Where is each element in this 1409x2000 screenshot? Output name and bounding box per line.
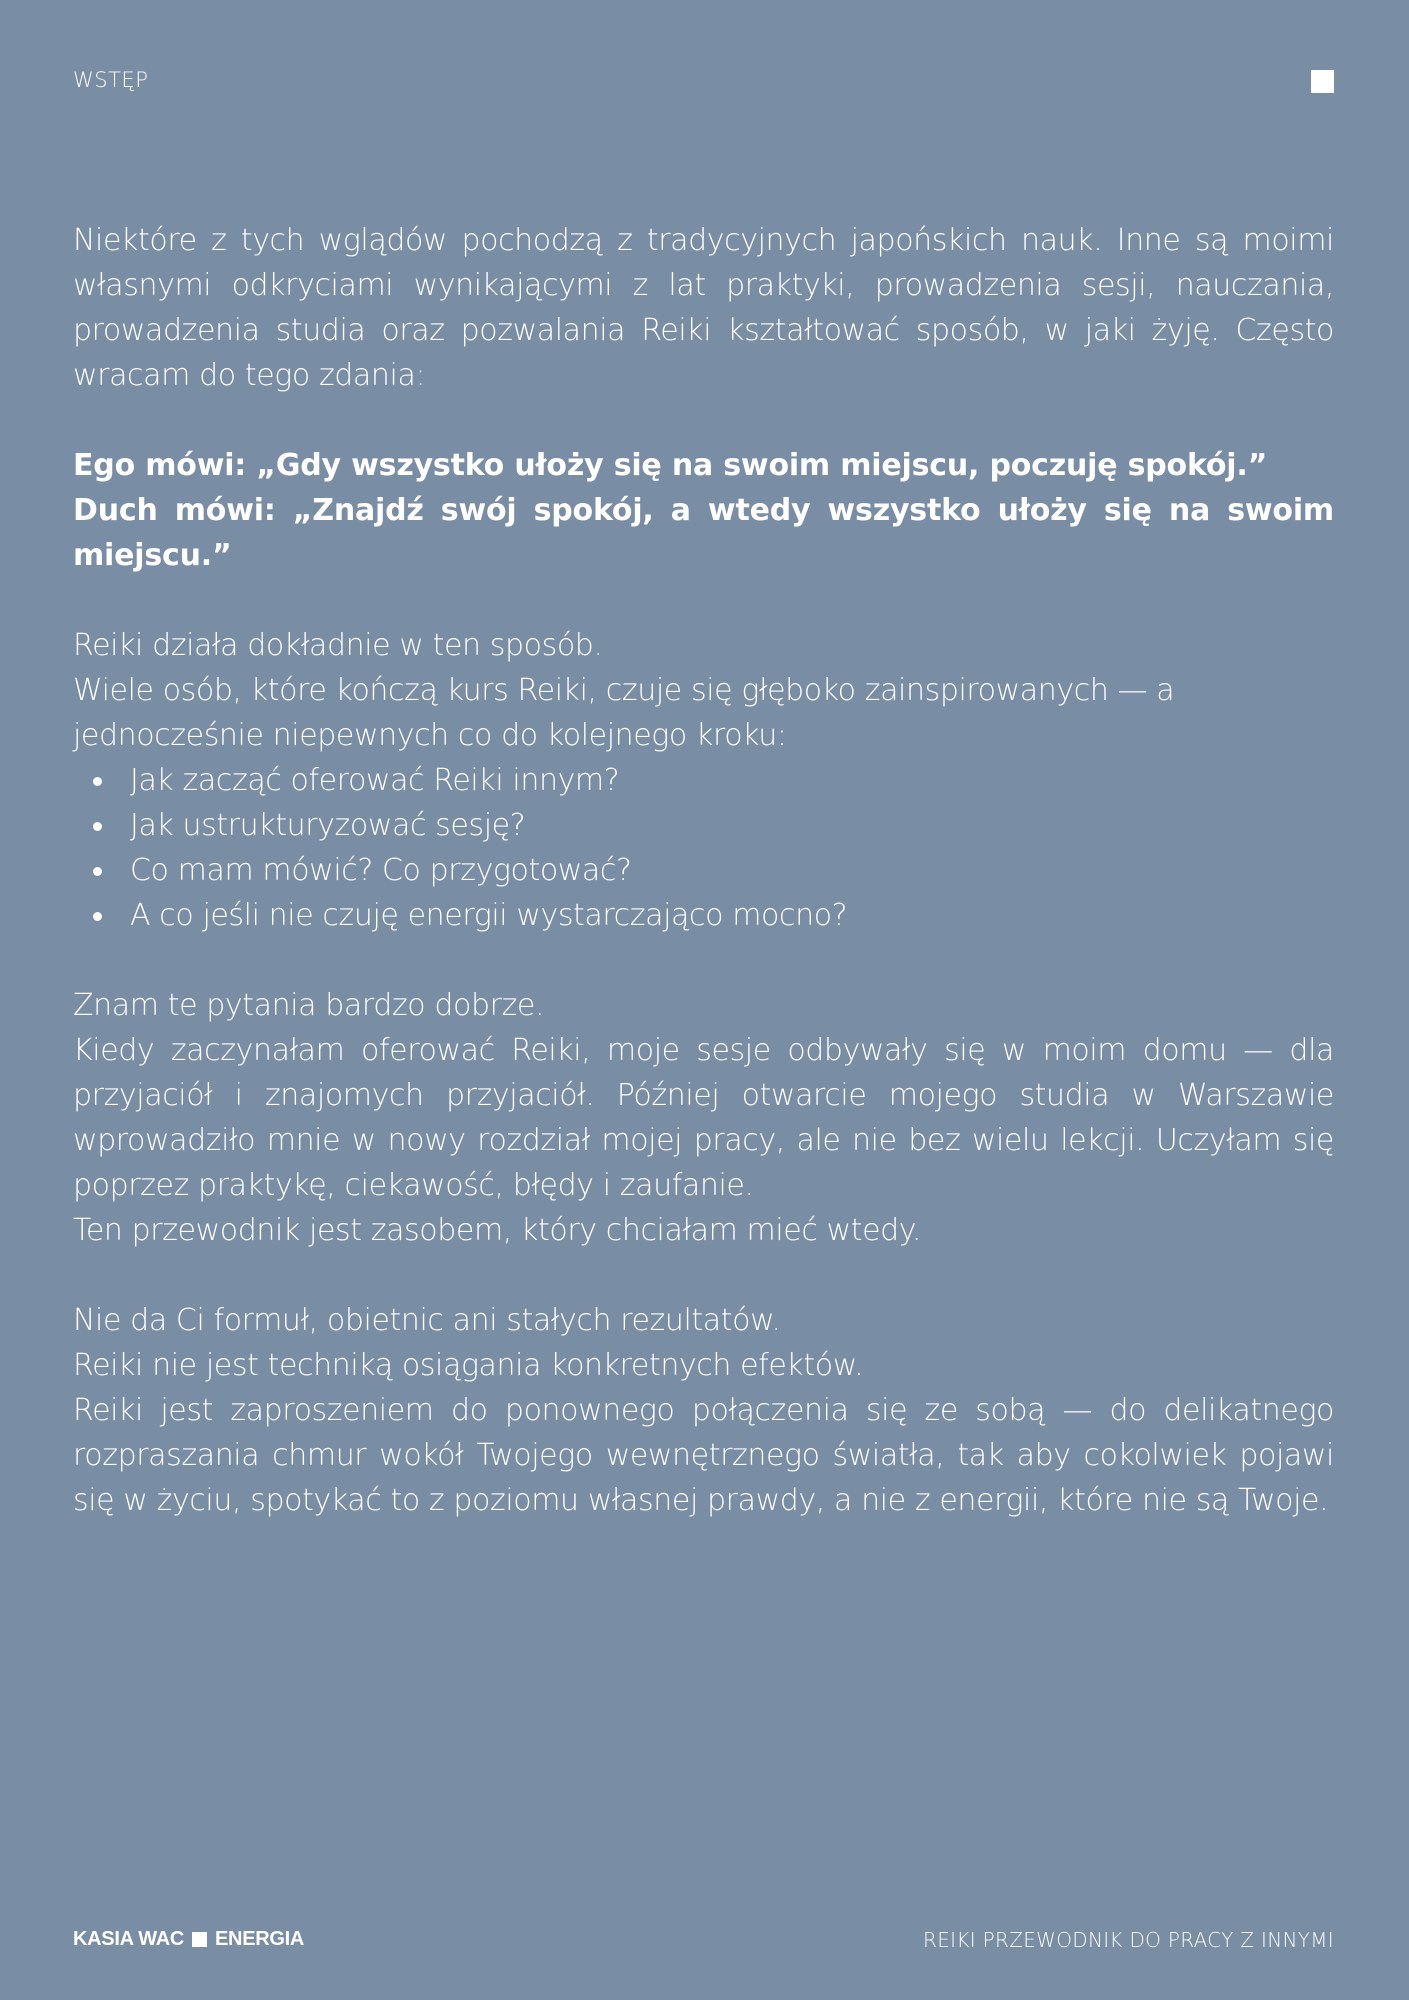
guide-line: Ten przewodnik jest zasobem, który chciałam mieć wtedy. [73, 1213, 922, 1248]
brand-name: KASIA WAC [73, 1928, 185, 1950]
square-icon [1311, 70, 1334, 93]
questions-list [73, 758, 1334, 938]
intro-paragraph: Niektóre z tych wglądów pochodzą z tradycyjnych japońskich nauk. Inne są moimi własnymi odkryciami wynikającymi z lat praktyki, prowadzenia sesji, nauczania, prowadzenia studia oraz pozwalania Reiki kształtować sposób, w jaki żyję. Często wracam do tego zdania: [73, 223, 1334, 393]
question-text: A co jeśli nie czuję energii wystarczająco mocno? [130, 898, 848, 933]
main-content [73, 218, 1334, 1523]
bullet-icon [93, 867, 102, 876]
reiki-line: Reiki działa dokładnie w ten sposób. [73, 628, 603, 663]
no-formulas-line: Nie da Ci formuł, obietnic ani stałych rezultatów. [73, 1303, 781, 1338]
question-text: Jak ustrukturyzować sesję? [130, 808, 526, 843]
brand-logo [73, 1928, 304, 1951]
list-item [73, 893, 1334, 938]
page-header [73, 66, 1334, 96]
quote-spirit: Duch mówi: „Znajdź swój spokój, a wtedy wszystko ułoży się na swoim miejscu.” [73, 493, 1334, 573]
bullet-icon [93, 777, 102, 786]
list-item [73, 848, 1334, 893]
list-item [73, 758, 1334, 803]
document-title: REIKI PRZEWODNIK DO PRACY Z INNYMI [923, 1928, 1334, 1952]
invitation-paragraph: Reiki jest zaproszeniem do ponownego połączenia się ze sobą — do delikatnego rozpraszania chmur wokół Twojego wewnętrznego światła, tak aby cokolwiek pojawi się w życiu, spotykać to z poziomu własnej prawdy, a nie z energii, które nie są Twoje. [73, 1393, 1334, 1518]
spacer [73, 578, 1334, 623]
question-text: Co mam mówić? Co przygotować? [130, 853, 632, 888]
square-icon [192, 1932, 207, 1947]
brand-tagline: ENERGIA [215, 1928, 305, 1950]
spacer [73, 1253, 1334, 1298]
page-footer [73, 1928, 1334, 1958]
list-item [73, 803, 1334, 848]
section-label: WSTĘP [73, 68, 149, 92]
quote-ego: Ego mówi: „Gdy wszystko ułoży się na swoim miejscu, poczuję spokój.” [73, 448, 1268, 483]
question-text: Jak zacząć oferować Reiki innym? [130, 763, 620, 798]
know-line: Znam te pytania bardzo dobrze. [73, 988, 545, 1023]
story-paragraph: Kiedy zaczynałam oferować Reiki, moje sesje odbywały się w moim domu — dla przyjaciół i znajomych przyjaciół. Później otwarcie mojego studia w Warszawie wprowadziło mnie w nowy rozdział mojej pracy, ale nie bez wielu lekcji. Uczyłam się poprzez praktykę, ciekawość, błędy i zaufanie. [73, 1033, 1334, 1203]
many-people-line: Wiele osób, które kończą kurs Reiki, czuje się głęboko zainspirowanych — a jednocześnie niepewnych co do kolejnego kroku: [73, 673, 1175, 753]
spacer [73, 938, 1334, 983]
bullet-icon [93, 822, 102, 831]
not-technique-line: Reiki nie jest techniką osiągania konkretnych efektów. [73, 1348, 864, 1383]
bullet-icon [93, 912, 102, 921]
spacer [73, 398, 1334, 443]
